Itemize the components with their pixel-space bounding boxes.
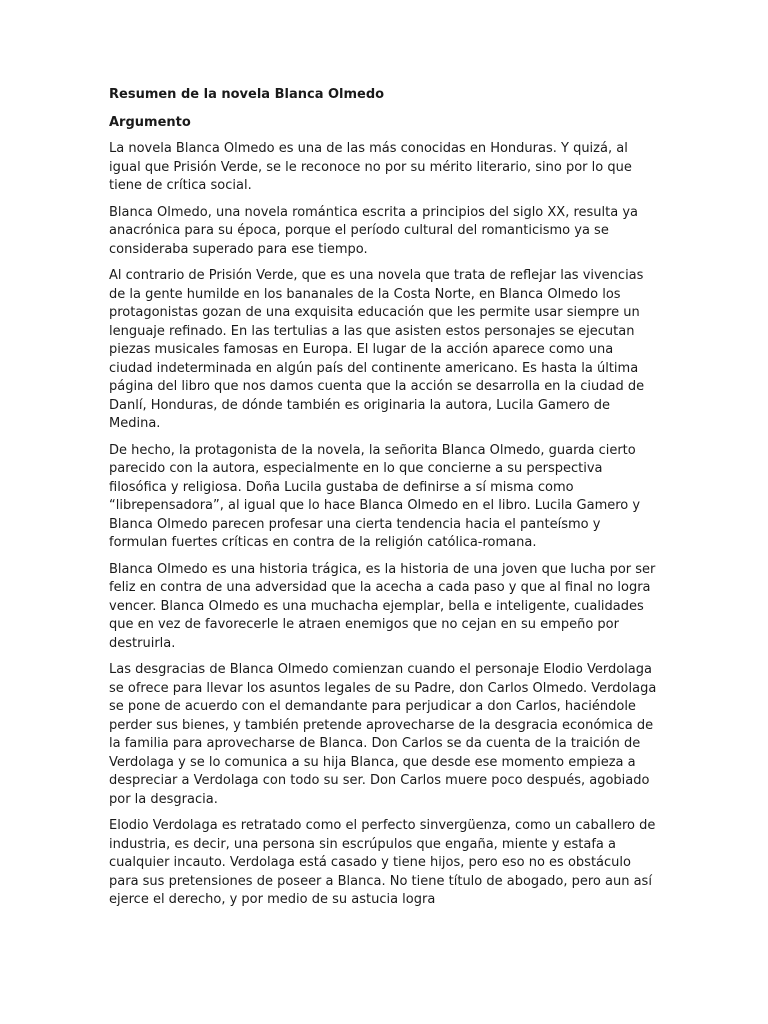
section-heading: Argumento [109,114,191,130]
paragraph-1: La novela Blanca Olmedo es una de las más conocidas en Honduras. Y quizá, al igual que Prisión Verde, se le reconoce no por su mérito literario, sino por lo que tiene de crítica social. [109,141,632,193]
paragraph-5: Blanca Olmedo es una historia trágica, es la historia de una joven que lucha por ser feliz en contra de una adversidad que la acecha a cada paso y que al final no logra vencer. Blanca Olmedo es una muchacha ejemplar, bella e inteligente, cualidades que en vez de favorecerle le atraen enemigos que no cejan en su empeño por destruirla. [109,561,656,651]
paragraph-4: De hecho, la protagonista de la novela, la señorita Blanca Olmedo, guarda cierto parecido con la autora, especialmente en lo que concierne a su perspectiva filosófica y religiosa. Doña Lucila gustaba de definirse a sí misma como “librepensadora”, al igual que lo hace Blanca Olmedo en el libro. Lucila Gamero y Blanca Olmedo parecen profesar una cierta tendencia hacia el panteísmo y formulan fuertes críticas en contra de la religión católica-romana. [109,442,641,550]
paragraph-2: Blanca Olmedo, una novela romántica escrita a principios del siglo XX, resulta ya anacrónica para su época, porque el período cultural del romanticismo ya se consideraba superado para ese tiempo. [109,204,639,257]
paragraph-6: Las desgracias de Blanca Olmedo comienzan cuando el personaje Elodio Verdolaga se ofrece para llevar los asuntos legales de su Padre, don Carlos Olmedo. Verdolaga se pone de acuerdo con el demandante para perjudicar a don Carlos, haciéndole perder sus bienes, y también pretende aprovecharse de la desgracia económica de la familia para aprovecharse de Blanca. Don Carlos se da cuenta de la traición de Verdolaga y se lo comunica a su hija Blanca, que desde ese momento empieza a despreciar a Verdolaga con todo su ser. Don Carlos muere poco después, agobiado por la desgracia. [109,662,657,807]
paragraph-3: Al contrario de Prisión Verde, que es una novela que trata de reflejar las vivencias de la gente humilde en los bananales de la Costa Norte, en Blanca Olmedo los protagonistas gozan de una exquisita educación que les permite usar siempre un lenguaje refinado. En las tertulias a las que asisten estos personajes se ejecutan piezas musicales famosas en Europa. El lugar de la acción aparece como una ciudad indeterminada en algún país del continente americano. Es hasta la última página del libro que nos damos cuenta que la acción se desarrolla en la ciudad de Danlí, Honduras, de dónde también es originaria la autora, Lucila Gamero de Medina. [109,268,645,431]
document-page [109,86,659,918]
paragraph-7: Elodio Verdolaga es retratado como el perfecto sinvergüenza, como un caballero de industria, es decir, una persona sin escrúpulos que engaña, miente y estafa a cualquier incauto. Verdolaga está casado y tiene hijos, pero eso no es obstáculo para sus pretensiones de poseer a Blanca. No tiene título de abogado, pero aun así ejerce el derecho, y por medio de su astucia logra [109,818,656,907]
document-title: Resumen de la novela Blanca Olmedo [109,87,385,102]
